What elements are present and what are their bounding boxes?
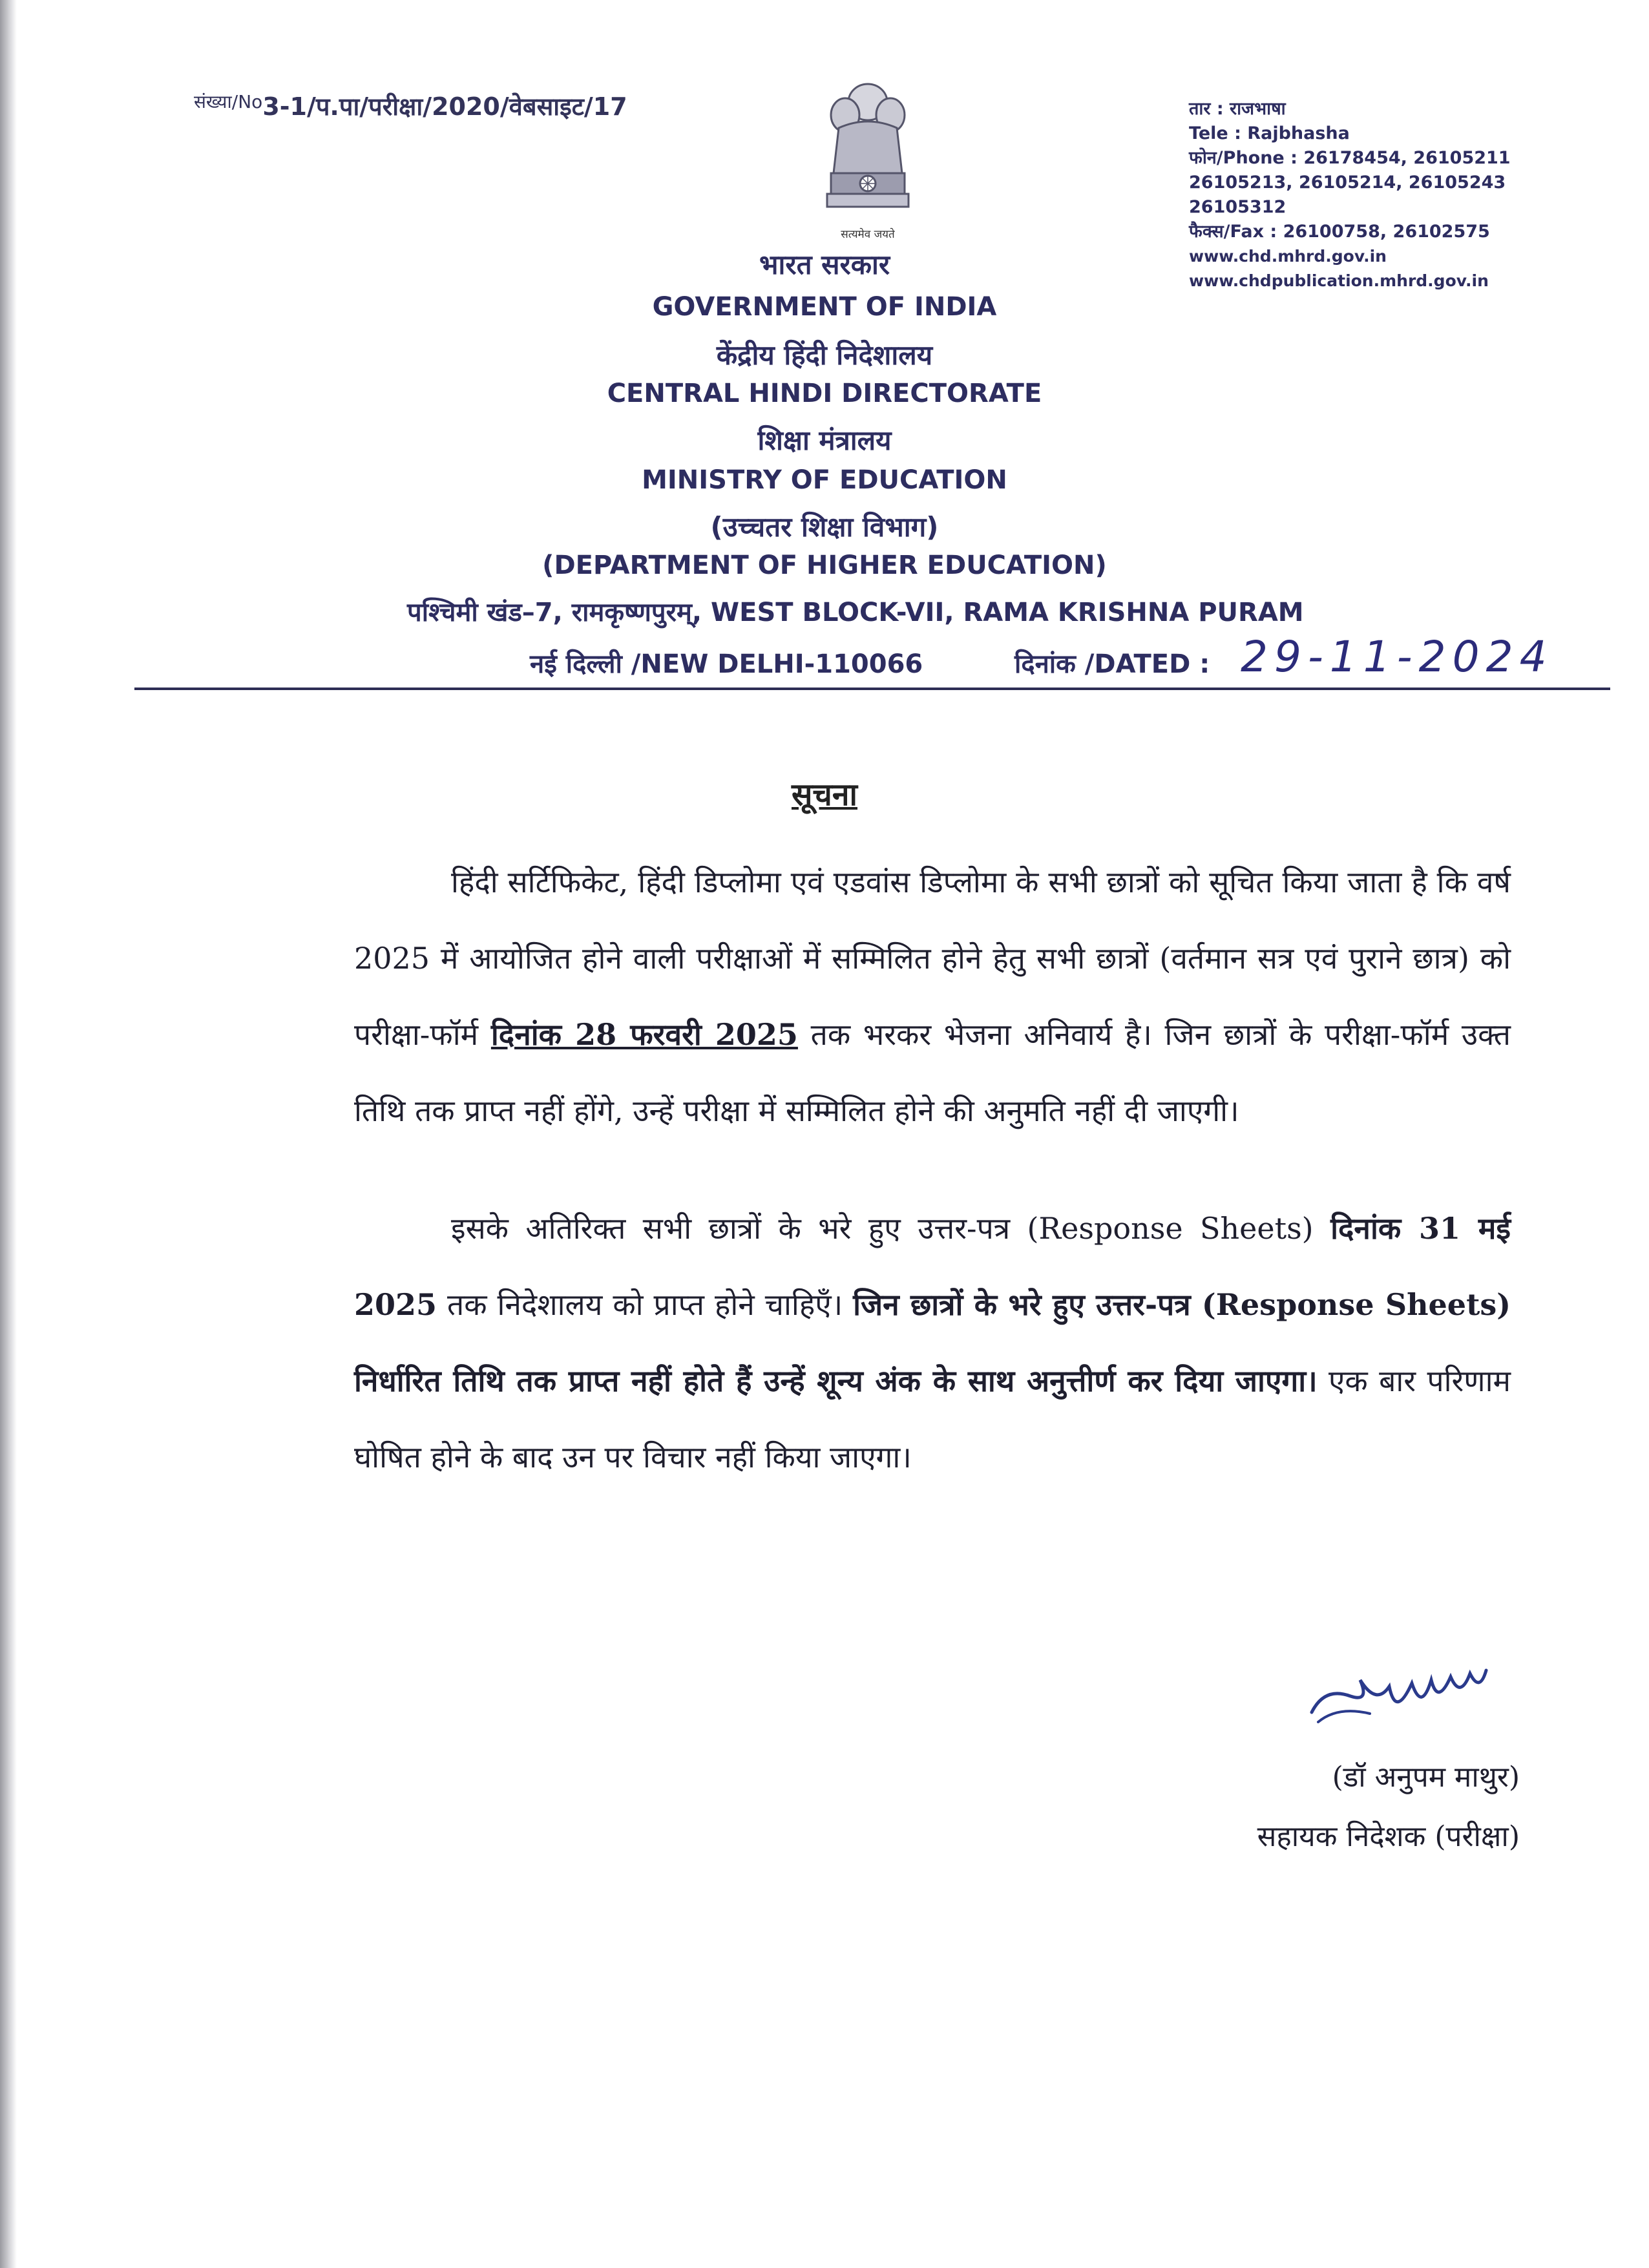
notice-title: सूचना [791,777,857,813]
letterhead-divider [134,688,1610,690]
department-english: (DEPARTMENT OF HIGHER EDUCATION) [542,551,1107,580]
department-hindi: (उच्चतर शिक्षा विभाग) [710,511,939,543]
gov-english: GOVERNMENT OF INDIA [652,292,997,322]
tele-address: Tele : Rajbhasha [1189,123,1350,143]
fax-number: फैक्स/Fax : 26100758, 26102575 [1189,222,1490,242]
reference-value: 3-1/प.पा/परीक्षा/2020/वेबसाइट/17 [262,92,627,121]
notice-paragraph-1 [354,844,1511,1149]
directorate-english: CENTRAL HINDI DIRECTORATE [607,379,1042,408]
office-address: पश्चिमी खंड–7, रामकृष्णपुरम्, WEST BLOCK-VII, RAMA KRISHNA PURAM [407,598,1304,627]
para2-text-c: एक बार परिणाम घोषित होने के बाद उन पर विचार नहीं किया जाएगा। [354,1363,1511,1475]
state-emblem-icon [819,76,916,225]
para1-text-a: हिंदी सर्टिफिकेट, हिंदी डिप्लोमा एवं एडवांस डिप्लोमा के सभी छात्रों को सूचित किया जाता है कि वर्ष 2025 में आयोजित होने वाली परीक्षाओं में सम्मिलित होने हेतु सभी छात्रों (वर्तमान सत्र एवं पुराने छात्र) को परीक्षा-फॉर्म [354,865,1511,1052]
signatory-designation: सहायक निदेशक (परीक्षा) [1257,1820,1520,1853]
dated-value: 29-11-2024 [1241,632,1553,682]
reference-label: संख्या/No [194,91,263,112]
directorate-hindi: केंद्रीय हिंदी निदेशालय [716,339,933,371]
handwritten-signature [1299,1661,1493,1732]
dated-label: दिनांक /DATED : [1014,649,1210,679]
phone-line-3: 26105312 [1189,197,1287,217]
phone-line-1: फोन/Phone : 26178454, 26105211 [1189,148,1511,168]
state-emblem [819,76,916,249]
website-2: www.chdpublication.mhrd.gov.in [1189,271,1489,290]
form-deadline-date: दिनांक 28 फरवरी 2025 [490,1017,798,1052]
emblem-motto: सत्यमेव जयते [841,228,895,241]
failure-warning: जिन छात्रों के भरे हुए उत्तर-पत्र (Response Sheets) निर्धारित तिथि तक प्राप्त नहीं होते हैं उन्हें शून्य अंक के साथ अनुत्तीर्ण कर दिया जाएगा। [354,1287,1511,1398]
ministry-english: MINISTRY OF EDUCATION [642,465,1007,495]
city-pin: नई दिल्ली /NEW DELHI-110066 [530,649,923,679]
gov-hindi: भारत सरकार [759,249,890,280]
phone-line-2: 26105213, 26105214, 26105243 [1189,173,1506,193]
ministry-hindi: शिक्षा मंत्रालय [757,425,892,456]
notice-paragraph-2 [354,1190,1511,1495]
telegram-address: तार : राजभाषा [1189,99,1286,119]
para2-text-b: तक निदेशालय को प्राप्त होने चाहिएँ। [437,1287,854,1322]
response-sheet-deadline: दिनांक 31 मई 2025 [354,1211,1511,1322]
reference-number [194,89,627,123]
website-1: www.chd.mhrd.gov.in [1189,247,1387,266]
para2-text-a: इसके अतिरिक्त सभी छात्रों के भरे हुए उत्तर-पत्र (Response Sheets) [451,1211,1331,1246]
signatory-name: (डॉ अनुपम माथुर) [1332,1761,1520,1794]
para1-text-b: तक भरकर भेजना अनिवार्य है। जिन छात्रों के परीक्षा-फॉर्म उक्त तिथि तक प्राप्त नहीं होंगे, उन्हें परीक्षा में सम्मिलित होने की अनुमति नहीं दी जाएगी। [354,1017,1511,1128]
